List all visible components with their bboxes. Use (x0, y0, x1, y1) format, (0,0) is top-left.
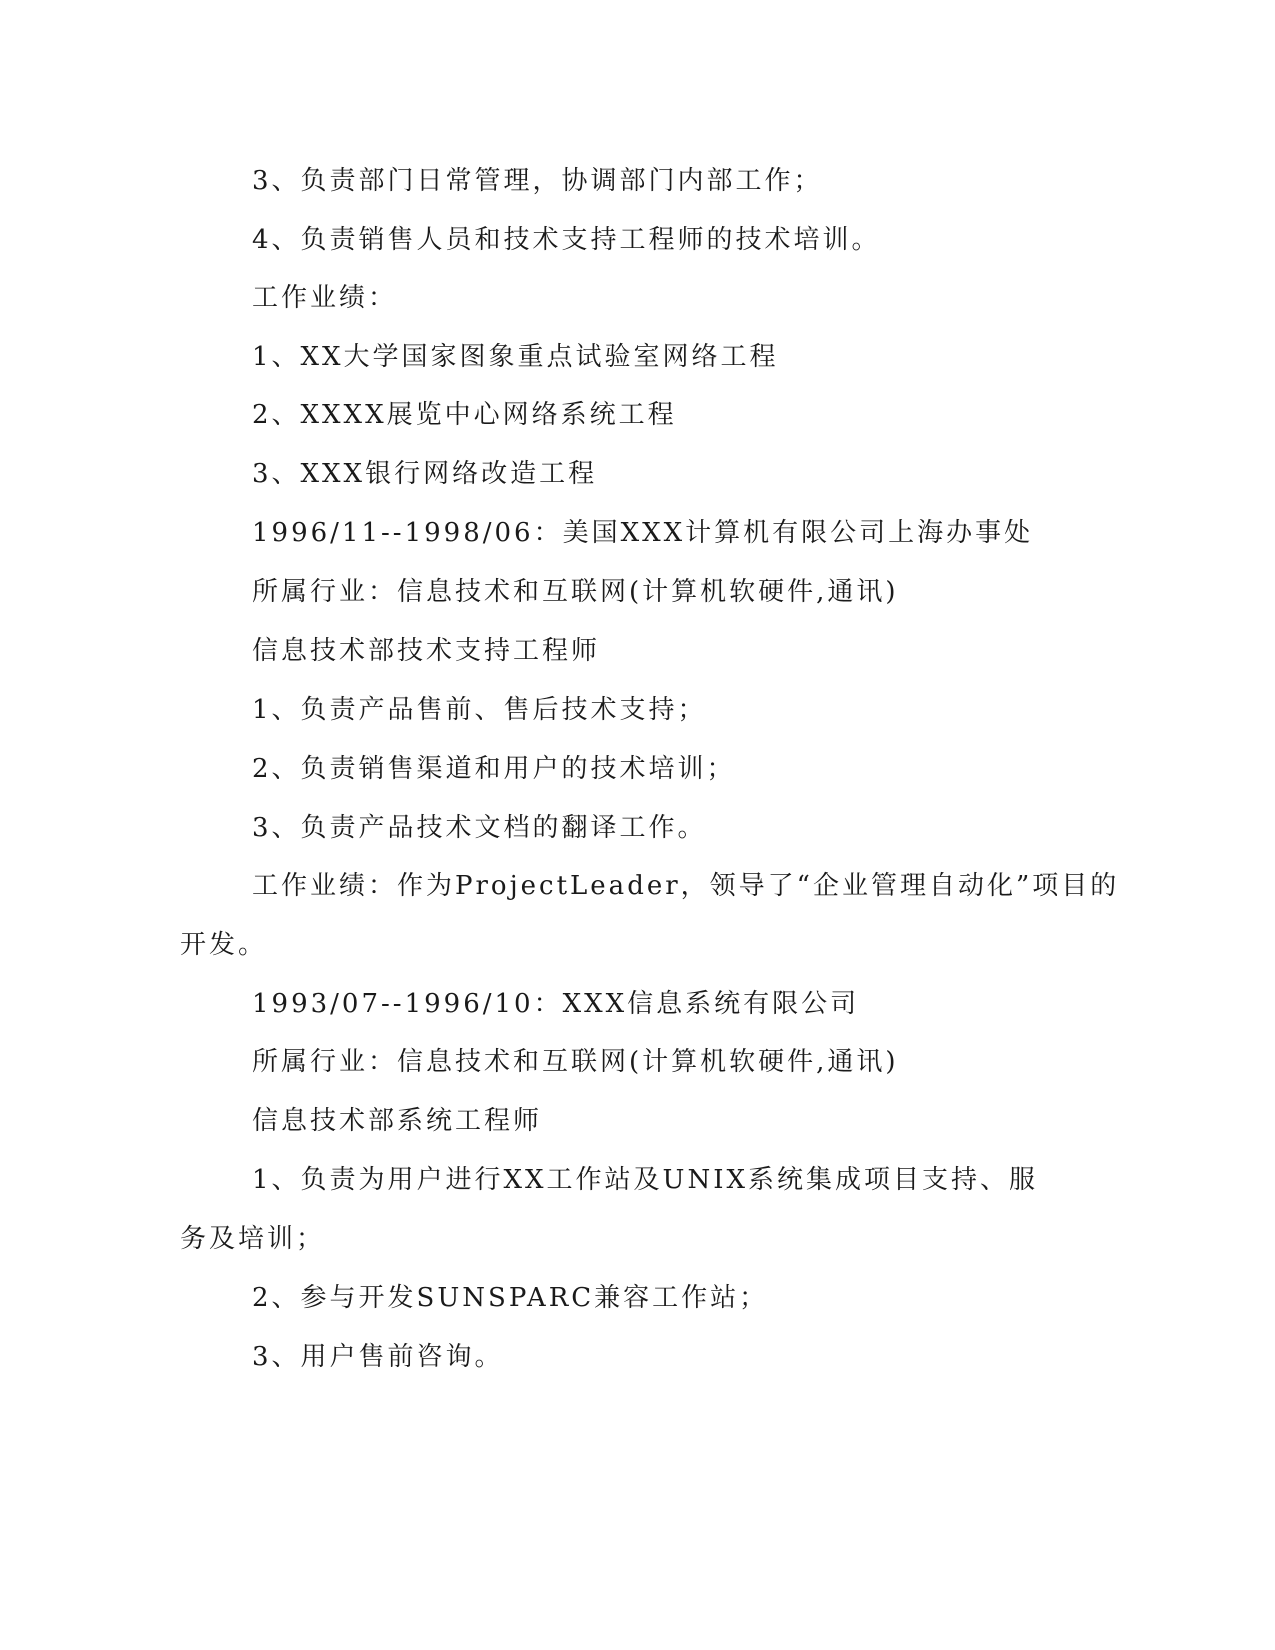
text-line: 1、负责为用户进行XX工作站及UNIX系统集成项目支持、服 (252, 1165, 1039, 1195)
text-line: 1993/07--1996/10：XXX信息系统有限公司 (252, 989, 860, 1019)
text-line: 信息技术部技术支持工程师 (252, 636, 601, 666)
text-line: 1996/11--1998/06：美国XXX计算机有限公司上海办事处 (252, 518, 1034, 548)
text-line: 2、XXXX展览中心网络系统工程 (252, 400, 677, 430)
text-line: 工作业绩：作为ProjectLeader，领导了“企业管理自动化”项目的 (252, 871, 1120, 901)
text-line: 所属行业：信息技术和互联网(计算机软硬件,通讯) (252, 577, 899, 607)
text-line: 3、用户售前咨询。 (252, 1342, 504, 1372)
text-line: 3、负责产品技术文档的翻译工作。 (252, 813, 707, 843)
text-line: 务及培训； (180, 1224, 326, 1254)
text-line: 3、负责部门日常管理，协调部门内部工作； (252, 166, 823, 196)
text-line: 所属行业：信息技术和互联网(计算机软硬件,通讯) (252, 1047, 899, 1077)
text-line: 3、XXX银行网络改造工程 (252, 459, 598, 489)
text-line: 2、参与开发SUNSPARC兼容工作站； (252, 1283, 769, 1313)
text-line: 信息技术部系统工程师 (252, 1106, 543, 1136)
text-line: 开发。 (180, 930, 268, 960)
text-line: 1、负责产品售前、售后技术支持； (252, 695, 707, 725)
text-line: 工作业绩： (252, 283, 398, 313)
text-line: 4、负责销售人员和技术支持工程师的技术培训。 (252, 225, 881, 255)
text-line: 1、XX大学国家图象重点试验室网络工程 (252, 342, 779, 372)
text-line: 2、负责销售渠道和用户的技术培训； (252, 754, 736, 784)
